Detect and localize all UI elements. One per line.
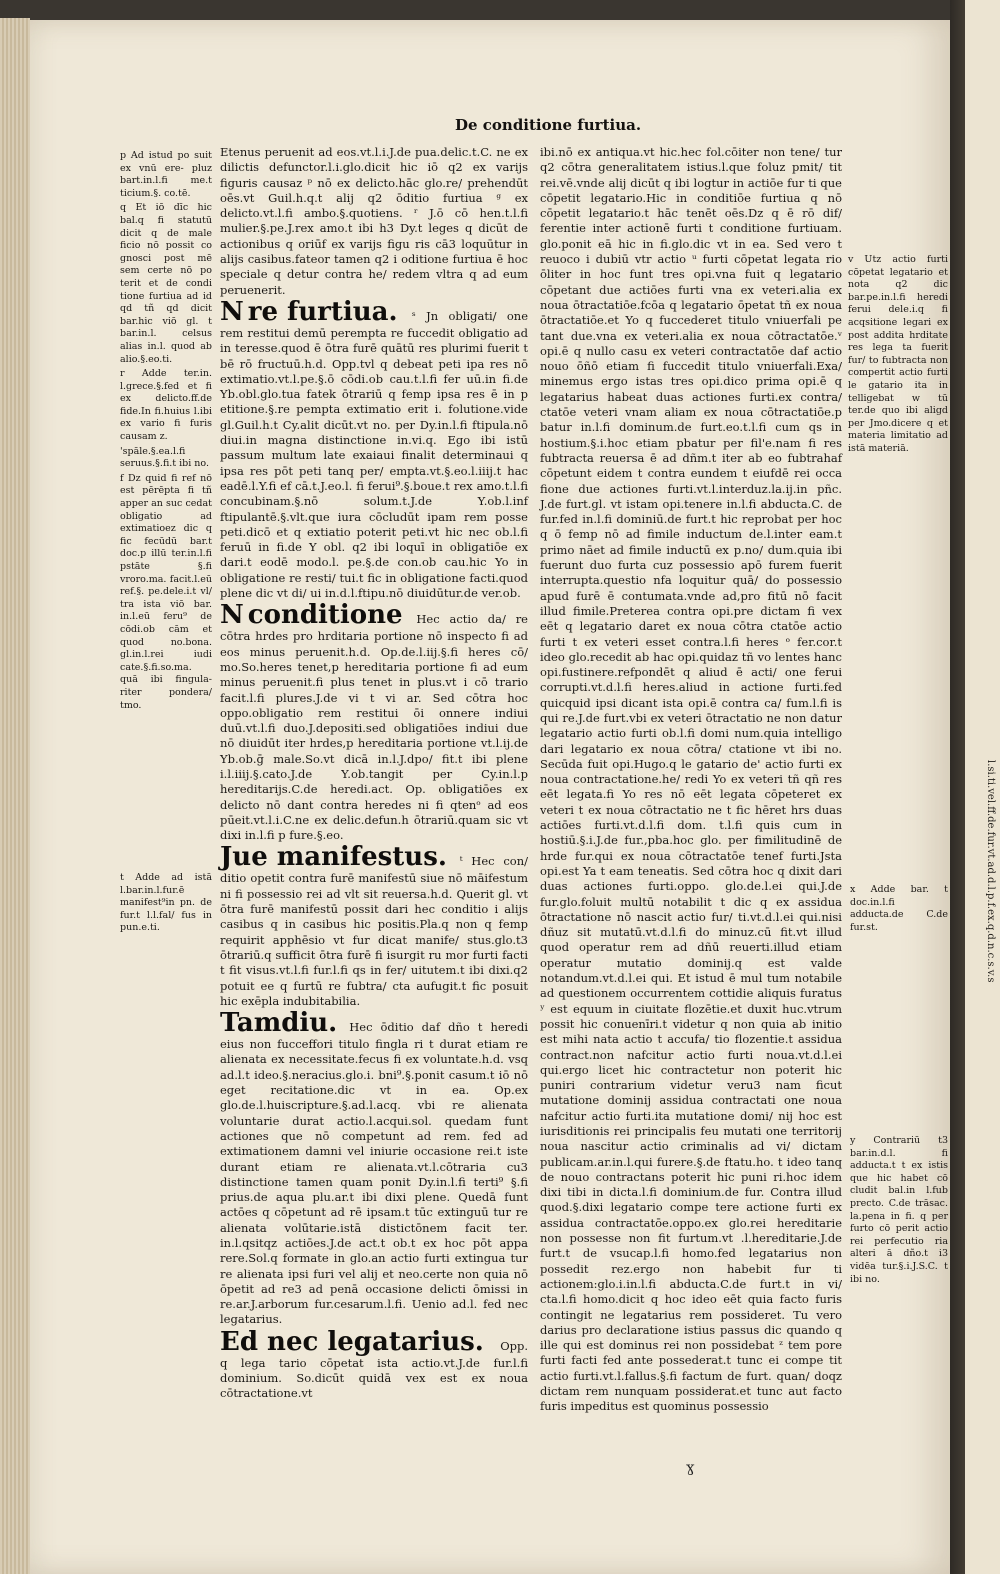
gloss-note: 'spāle.§.ea.l.fi seruus.§.fi.t ibi no. bbox=[120, 445, 210, 470]
rubric-block bbox=[220, 1009, 528, 1328]
gloss-note: f Dz quid fi ref nō est pērēpta fi tñ apper an suc cedat obligatio ad extimatioez dic q fic fecūdū bar.t doc.p illū ter.in.l.fi pstāte §.fi vroro.ma. facit.l.eū ref.§. pe.dele.i.t vl/ tra ista viō bar. in.l.eū feru⁹ de cōdi.ob cām et quod no.bona. gl.in.l.rei iudi cate.§.fi.so.ma. quā ibi fingula- riter pondera/ tmo. bbox=[120, 472, 212, 711]
left-marginal-gloss bbox=[120, 150, 212, 750]
rubric-block bbox=[220, 843, 528, 1009]
running-head: De conditione furtiua. bbox=[455, 116, 642, 134]
commentary-paragraph: ˢ Jn obligati/ one rem restitui demū perempta re fuccedit obligatio ad in teresse.quod ē ōtra furē quātū res plurimi fuerit t bē rō fructuū.h.d. Opp.tvl q debeat peti ipa res nō extimatio.vt.l.pe.§.ō cōdi.ob cau.t.l.fi fer uū.in fi.de Yb.obl.glo.tua fatek ōtrariū q femp ipsa res ē in p etitione.§.re pempta extimatio erit i. folutione.vide gl.Guil.h.t Cy.alit dicūt.vt no. per Dy.in.l.fi ftipula.nō diui.in magna distinctione in.vi.q. Ego ibi istū passum multum late exaiaui finalit determinaui q ipsa res pōt peti tanq per/ empta.vt.§.eo.l.iiij.t hac eadē.l.Y.fi ef cā.t.J.eo.l. fi ferui⁹.§.boue.t rex amo.t.l.fi concubinam.§.nō solum.t.J.de Y.ob.l.inf ftipulantē.§.vlt.que iura cōcludūt ipam rem posse peti.dicō et q extiatio poterit peti.vt hic nec ob.l.fi feruū in fi.de Y obl. q2 ibi loquī in obligatiōe ex dari.t eodē modo.l. pe.§.de con.ob cau.hic Yo in obligatione re resti/ tui.t fic in obligatione facti.quod plene dic vt di/ ui in.d.l.ftipu.nō diuidūtur.de ver.ob. bbox=[220, 308, 529, 601]
signature-mark: ɣ bbox=[686, 1460, 695, 1476]
rubric-block bbox=[220, 1328, 528, 1402]
rubric-heading: conditione bbox=[247, 600, 403, 631]
rubric-block bbox=[220, 298, 528, 601]
left-marginal-gloss-lower: t Adde ad istā l.bar.in.l.fur.ē manifest⁹in pn. de fur.t l.l.fal/ fus in pun.e.ti. bbox=[120, 872, 212, 934]
right-marginal-gloss: x Adde bar. t doc.in.l.fi adducta.de C.de fur.st. bbox=[850, 884, 948, 933]
main-column-left bbox=[220, 145, 529, 1401]
right-marginal-gloss: v Utz actio furti cōpetat legatario et nota q2 dic bar.pe.in.l.fi heredi ferui dele.i.q fi acqsitione legari ex post addita hrditate res lega ta fuerit fur/ to fubtracta non compertit actio furti le gatario ita in telligebat w tū ter.de quo ibi aligd per Jmo.dicere q et materia limitatio ad istā materiā. bbox=[848, 254, 948, 454]
gloss-note: r Adde ter.in. l.grece.§.fed et fi ex delicto.ff.de fide.In fi.huius l.ibi ex vario fi furis causam z. bbox=[120, 368, 212, 443]
rubric-heading: Jue manifestus. bbox=[220, 842, 447, 873]
drop-capital: N bbox=[220, 296, 244, 327]
commentary-paragraph: Hec ōditio daf dño t heredi eius non fucceffori titulo fingla ri t durat etiam re alienata ex necessitate.fecus fi ex voluntate.h.d. vsq ad.l.t ideo.§.neracius.glo.i. bni⁹.§.ponit casum.t iō nō eget recitatione.dic vt in ea. Op.ex glo.de.l.huiscripture.§.ad.l.acq. vbi re alienata voluntarie durat actio.l.acqui.sol. quedam funt actiones que nō competunt ad rem. fed ad extimationem damni vel iniurie occasione rei.t iste durant etiam re alienata.vt.l.cōtraria cu3 distinctione tamen quam ponit Dy.in.l.fi terti⁹ §.fi prius.de aqua plu.ar.t ibi dixi plene. Quedā funt actōes q cōpetunt ad rē ipsam.t tūc extinguū tur re alienata volūtarie.istā distictōnem facit ter. in.l.qsitqz actiōes.J.de act.t ob.t ex hoc pōt appa rere.Sol.q formate in glo.an actio furti extingua tur re alienata ipsi furi vel alij et neo.certe non quia nō ōpetit ad re3 ad penā occasione delicti ōmissi in re.ar.J.arborum fur.cesarum.l.fi. Uenio ad.l. fed nec legatarius. bbox=[220, 1020, 528, 1327]
rubric-heading: re furtiua. bbox=[247, 296, 398, 327]
facing-page-text: l.si.ti.vel.ff.de.fur.vt.ad.d.l.p.f.ex.q.d.n.c.s.v.s bbox=[985, 760, 996, 983]
commentary-paragraph: Etenus peruenit ad eos.vt.l.i.J.de pua.delic.t.C. ne ex dilictis defunctor.l.i.glo.dicit hic iō q2 ex varijs figuris causaz ᵖ nō ex delicto.hāc glo.re/ prehendūt oēs.vt Guil.h.q.t alij q2 ōditio furtiua ᵍ ex delicto.vt.l.fi ambo.§.quotiens. ʳ J.ō cō hen.t.l.fi mulier.§.pe.J.rex amo.t ibi h3 Dy.t leges q dicūt de actionibus q oriūf ex varijs figu ris cā3 loquūtur in alijs casibus.fateor tamen q2 i oditione furtiua ē hoc speciale q detur contra he/ redem vltra q ad eum peruenerit. bbox=[220, 145, 528, 297]
rubric-heading: Tamdiu. bbox=[220, 1008, 338, 1039]
commentary-paragraph: Hec actio da/ re cōtra hrdes pro hrditaria portione nō inspecto fi ad eos minus peruenit.h.d. Op.de.l.iij.§.fi heres cō/ mo.So.heres tenet,p hereditaria portione fi ad eum minus peruenit.fi plus tenet in plus.vt i cō trario facit.l.fi plures.J.de vi t vi ar. Sed cōtra hoc oppo.obligatio rem restitui ōi onnere indiui duū.vt.l.fi duo.J.depositi.sed obligatiōes indiui due nō diuidūt iter hrdes,p hereditaria portione vt.l.ij.de Yb.ob.ḡ male.So.vt dicā in.l.J.dpo/ fit.t ibi plene i.l.iiij.§.cato.J.de Y.ob.tangit per Cy.in.l.p hereditarijs.C.de heredi.act. Op. obligatiōes ex delicto nō dant contra heredes ni fi qtenᵒ ad eos pūeit.vt.l.i.C.ne ex delic.defun.h ōtrariū.quam sic vt dixi in.l.fi p fure.§.eo. bbox=[220, 612, 528, 843]
left-page-edges bbox=[0, 18, 30, 1574]
commentary-paragraph: ᵗ Hec con/ ditio opetit contra furē manifestū siue nō māifestum ni fi possessio rei ad vlt sit reuersa.h.d. Querit gl. vt ōtra furē manifestū possit dari hec conditio i alijs casibus q in casibus hic positis.Pla.q non q femp requirit apphēsio vt fur dicat manife/ stus.glo.t3 ōtrariū.q sufficit ōtra furē fi isurgit ru mor furti facti t fit visus.vt.l.fi fur.l.fi qs in fer/ uitutem.t ibi dixi.q2 potuit ee q furtū re fubtra/ cta aufugit.t fic posuit hic exēpla indubitabilia. bbox=[220, 854, 528, 1008]
main-column-right: ibi.nō ex antiqua.vt hic.hec fol.cōiter non tene/ tur q2 cōtra generalitatem istius.l.que foluz pmit/ tit rei.vē.vnde alij dicūt q ibi logtur in actiōe fur ti que cōpetit legatario.Hic in conditiōe furtiua q nō cōpetit legatario.t hāc tenēt oēs.Dz q ē rō dif/ ferentie inter actionē furti t conditione furtiuam. glo.ponit eā hic in fi.glo.dic vt in ea. Sed vero t reuoco i dubiū vtr actio ᵘ furti cōpetat legata rio ōliter in hoc funt tres opi.vna fuit q legatario cōpetant due actiōes furti vna ex veteri.alia ex noua ōtractatiōe.fcōa q legatario ōpetat tñ ex noua ōtractatiōe.et Yo q fuccederet titulo vniuerfali pe tant due.vna ex veteri.alia ex noua cōtractatōe.ᵛ opi.ē q nullo casu ex veteri contractatōe daf actio nouo ōñō etiam fi fuccedit titulo vniuerfali.Exa/ minemus ergo istas tres opi.dico prima opi.ē q legatarius habeat duas actiones furti.ex contra/ ctatōe veteri vnam aliam ex noua cōtractatiōe.p batur in.l.fi dominum.de furt.eo.t.l.fi cum qs in hostium.§.i.hoc etiam pbatur per fil'e.nam fi res fubtracta reuersa ē ad dñm.t iter ab eo fubtrahaf cōpetunt eidem t contra eundem t eiufdē rei occa fione due actiones furti.vt.l.interduz.la.ij.in pñc. J.de furt.gl. vt istam opi.tenere in.l.fi abducta.C. de fur.fed in.l.fi dominiū.de furt.t hic reprobat per hoc q ō femp nō ad fimile inductum de.l.inter eam.t primo nāet ad fimile inductū ex p.no/ dum.quia ibi fuerunt duo furta cuz possessio apō furem fuerit interrupta.questio nfa loquitur quā/ do possessio apud furē ē contumata.vnde ad,pro fitū nō facit illud fimile.Preterea contra opi.pre dictam fi vex eēt q legatario daret ex noua cōtra ctatōe actio furti t ex veteri esset contra.l.fi heres ᵒ fer.cor.t ideo glo.recedit ab hac opi.quidaz tñ vo lentes hanc opi.fustinere.refpondēt q aliud ē acti/ one ferui corrupti.vt.d.l.fi heres.aliud in actione furti.fed quicquid ipsi dicant ista opi.ē contra ca/ fum.l.fi is qui re.J.de furt.vbi ex veteri ōtractatio ne non datur legatario actio furti ob.l.fi domi num.quia intelligo dari legatario ex noua cōtra/ ctatione vt ibi no. Secūda fuit opi.Hugo.q le gatario de' actio furti ex noua contractatione.he/ redi Yo ex veteri tñ qñ res eēt legata.fi Yo res nō eēt legata cōpeteret ex veteri t ex noua cōtractatio ne t fic hēret hrs duas actiōes furti.vt.d.l.fi dom. t.l.fi quis cum in hostiū.§.i.J.de fur.,pba.hoc glo. per fimilitudinē de hrde fur.qui ex noua cōtractatōe tenef furti.Jsta opi.est Ya t eam teneatis. Sed cōtra hoc q dixit dari duas actiones furti.oppo. glo.de.l.ei qui.J.de fur.glo.foluit multū notabilit t dic q ex assidua ōtractatione nō nascit actio fur/ ti.vt.d.l.ei qui.nisi dñuz sit mutatū.vt.d.l.fi do minuz.cū fit.vt illud quod operatur rem ad dñū reuerti.illud etiam operatur mutatio dominij.q est valde notandum.vt.d.l.ei qui. Et istud ē mul tum notabile ad questionem occurrentem cottidie aliquis furatus ʸ est equum in ciuitate flozētie.et duxit huc.vtrum possit hic conuenīri.t videtur q non quia ab initio est mihi nata actio t accufa/ tio flozentie.t assidua contract.non nafcitur actio furti noua.vt.d.l.ei qui.ergo licet hic contractetur non poterit hic puniri contrarium videtur veru3 nam ficut mutatione dominij assidua contractati one noua nafcitur actio furti.ita mutatione domi/ nij hoc est iurisditionis rei principalis feu mutati one territorij noua nascitur actio criminalis ad vi/ dictam publicam.ar.in.l.qui furere.§.de ftatu.ho. t ideo tanq de nouo contractans poterit hic puni ri.hoc idem dixi tibi in dicta.l.fi dominium.de fur. Contra illud quod.§.dixi legatario compe tere actione furti ex assidua contractatōe.oppo.ex glo.rei hereditarie non possesse non fit furtum.vt .l.hereditarie.J.de furt.t de vsucap.l.fi homo.fed legatarius non possedit rez.ergo non habebit fur ti actionem:glo.i.in.l.fi abducta.C.de furt.t in vi/ cta.l.fi homo.dicit q hoc ideo eēt quia facto furis contingit ne legatarius rem possideret. Tu vero darius pro declaratione istius passus dic quando q ille qui est dominus rei non possidebat ᶻ tem pore furti facti fed ante possederat.t tunc ei compe tit actio furti.vt.l.fallus.§.fi factum de furt. quan/ doqz dictam rem nunquam possiderat.et tunc aut facto furis impeditus est quominus possessio bbox=[540, 145, 842, 1414]
drop-capital: N bbox=[220, 600, 244, 631]
rubric-block bbox=[220, 601, 528, 843]
right-marginal-gloss: y Contrariū t3 bar.in.d.l. fi adducta.t t ex istis que hic habet cō cludit bal.in l.fub precto. C.de trāsac. la.pena in fi. q per furto cō perit actio rei perfecutio ria alteri ā dño.t i3 vidēa tur.§.i.J.S.C. t ibi no. bbox=[850, 1135, 948, 1285]
commentary-paragraph: Opp. q lega tario cōpetat ista actio.vt.J.de fur.l.fi dominium. So.dicūt quidā vex est ex noua cōtractatione.vt bbox=[220, 1338, 528, 1401]
gloss-note: p Ad istud po suit ex vnū ere- pluz bart.in.l.fi me.t ticium.§. co.tē. bbox=[120, 150, 212, 199]
rubric-heading: Ed nec legatarius. bbox=[220, 1326, 484, 1357]
gloss-note: q Et iō dīc hic bal.q fi statutū dicit q de male ficio nō possit co gnosci post mē sem certe nō po terit et de condi tione furtiua ad id qd tñ qd dicit bar.hic viō gl. t bar.in.l. celsus alias in.l. quod ab alio.§.eo.ti. bbox=[120, 202, 212, 365]
